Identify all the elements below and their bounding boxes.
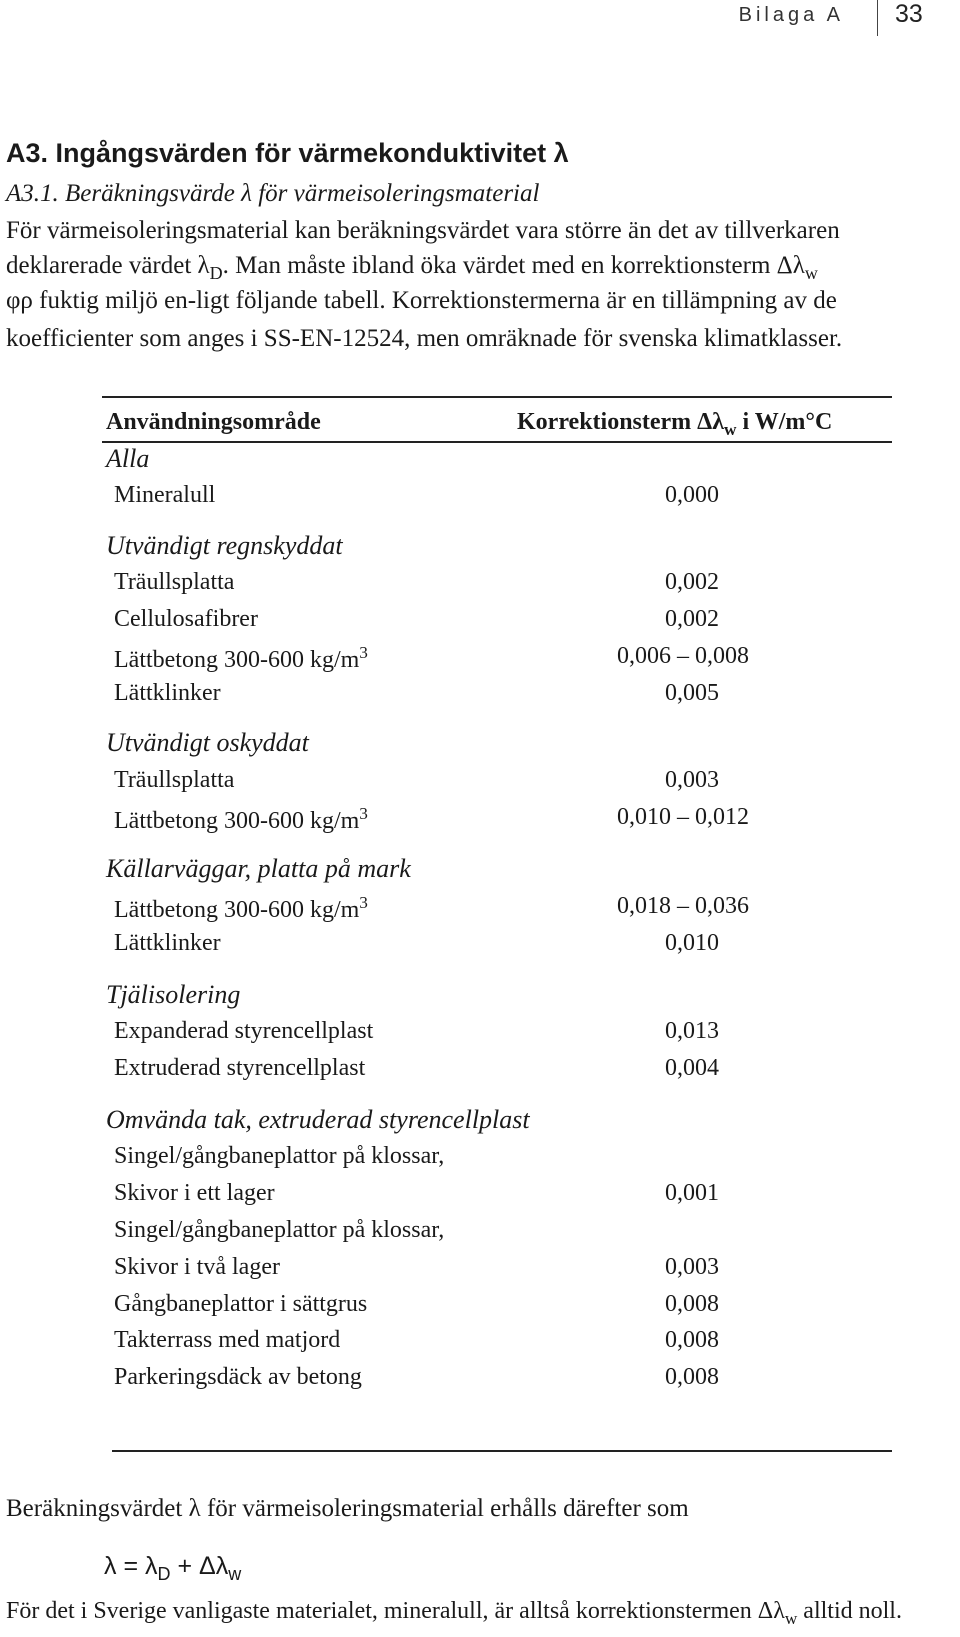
table-row-label: Parkeringsdäck av betong — [114, 1364, 362, 1390]
table-row-value: 0,013 — [665, 1018, 719, 1044]
table-row-value: 0,008 — [665, 1364, 719, 1390]
subsection-heading: A3.1. Beräkningsvärde λ för värmeisoleringsmaterial — [6, 180, 540, 207]
page-number: 33 — [895, 0, 923, 28]
table-row-label: Lättklinker — [114, 930, 221, 956]
column-header-area: Användningsområde — [106, 409, 321, 435]
table-row-label: Lättbetong 300-600 $kg/m^3$ — [114, 893, 368, 923]
calculation-text: Beräkningsvärdet λ för värmeisoleringsmaterial erhålls därefter som — [6, 1495, 689, 1522]
table-row-label: Skivor i ett lager — [114, 1180, 275, 1206]
table-row-label: Lättbetong 300-600 $kg/m^3$ — [114, 804, 368, 834]
table-row-label: Singel/gångbaneplattor på klossar, — [114, 1217, 445, 1243]
table-row-label: Singel/gångbaneplattor på klossar, — [114, 1143, 445, 1169]
table-row-value: 0,010 – 0,012 — [617, 804, 749, 830]
intro-line: koefficienter som anges i SS-EN-12524, men omräknade för svenska klimatklasser. — [6, 325, 843, 352]
table-row-label: Träullsplatta — [114, 569, 235, 595]
header-divider — [877, 0, 878, 36]
formula: $\lambda = \lambda_D + \Delta\lambda_w$ — [104, 1552, 242, 1584]
running-head: Bilaga A — [738, 4, 844, 26]
table-row-label: Expanderad styrencellplast — [114, 1018, 374, 1044]
table-row-value: 0,003 — [665, 1254, 719, 1280]
intro-line: φρ fuktig miljö en-ligt följande tabell. Korrektionstermerna är en tillämpning av de — [6, 287, 837, 314]
table-top-rule — [102, 396, 892, 398]
table-row-label: Gångbaneplattor i sättgrus — [114, 1291, 368, 1317]
table-row-label: Takterrass med matjord — [114, 1327, 341, 1353]
table-row-value: 0,001 — [665, 1180, 719, 1206]
intro-line: För värmeisoleringsmaterial kan beräkningsvärdet vara större än det av tillverkaren — [6, 217, 840, 244]
table-group-label: Tjälisolering — [106, 980, 241, 1009]
column-header-correction: Korrektionsterm $\Delta\lambda_w$ i W/m°C — [517, 409, 833, 439]
closing-text: För det i Sverige vanligaste materialet, mineralull, är alltså korrektionstermen $\Delta\lambda_w$ alltid noll. — [6, 1598, 902, 1628]
table-row-value: 0,018 – 0,036 — [617, 893, 749, 919]
table-row-value: 0,003 — [665, 767, 719, 793]
table-row-label: Cellulosafibrer — [114, 606, 258, 632]
table-group-label: Källarväggar, platta på mark — [106, 854, 411, 883]
table-row-value: 0,008 — [665, 1291, 719, 1317]
table-group-label: Utvändigt oskyddat — [106, 728, 309, 757]
table-group-label: Alla — [106, 444, 150, 473]
table-row-label: Lättbetong 300-600 $kg/m^3$ — [114, 643, 368, 673]
table-row-value: 0,008 — [665, 1327, 719, 1353]
table-row-label: Skivor i två lager — [114, 1254, 280, 1280]
section-heading: A3. Ingångsvärden för värmekonduktivitet λ — [6, 138, 569, 168]
table-row-value: 0,006 – 0,008 — [617, 643, 749, 669]
table-header-rule — [102, 441, 892, 443]
table-row-value: 0,005 — [665, 680, 719, 706]
table-row-value: 0,010 — [665, 930, 719, 956]
table-row-value: 0,002 — [665, 569, 719, 595]
table-group-label: Utvändigt regnskyddat — [106, 531, 343, 560]
table-row-value: 0,002 — [665, 606, 719, 632]
intro-line: deklarerade värdet $\lambda_D$. Man måste ibland öka värdet med en korrektionsterm $\Delta\lambda_w$ — [6, 252, 818, 283]
table-row-value: 0,004 — [665, 1055, 719, 1081]
table-row-label: Mineralull — [114, 482, 216, 508]
table-bottom-rule — [112, 1450, 892, 1452]
table-group-label: Omvända tak, extruderad styrencellplast — [106, 1105, 530, 1134]
table-row-label: Lättklinker — [114, 680, 221, 706]
table-row-value: 0,000 — [665, 482, 719, 508]
table-row-label: Träullsplatta — [114, 767, 235, 793]
table-row-label: Extruderad styrencellplast — [114, 1055, 366, 1081]
